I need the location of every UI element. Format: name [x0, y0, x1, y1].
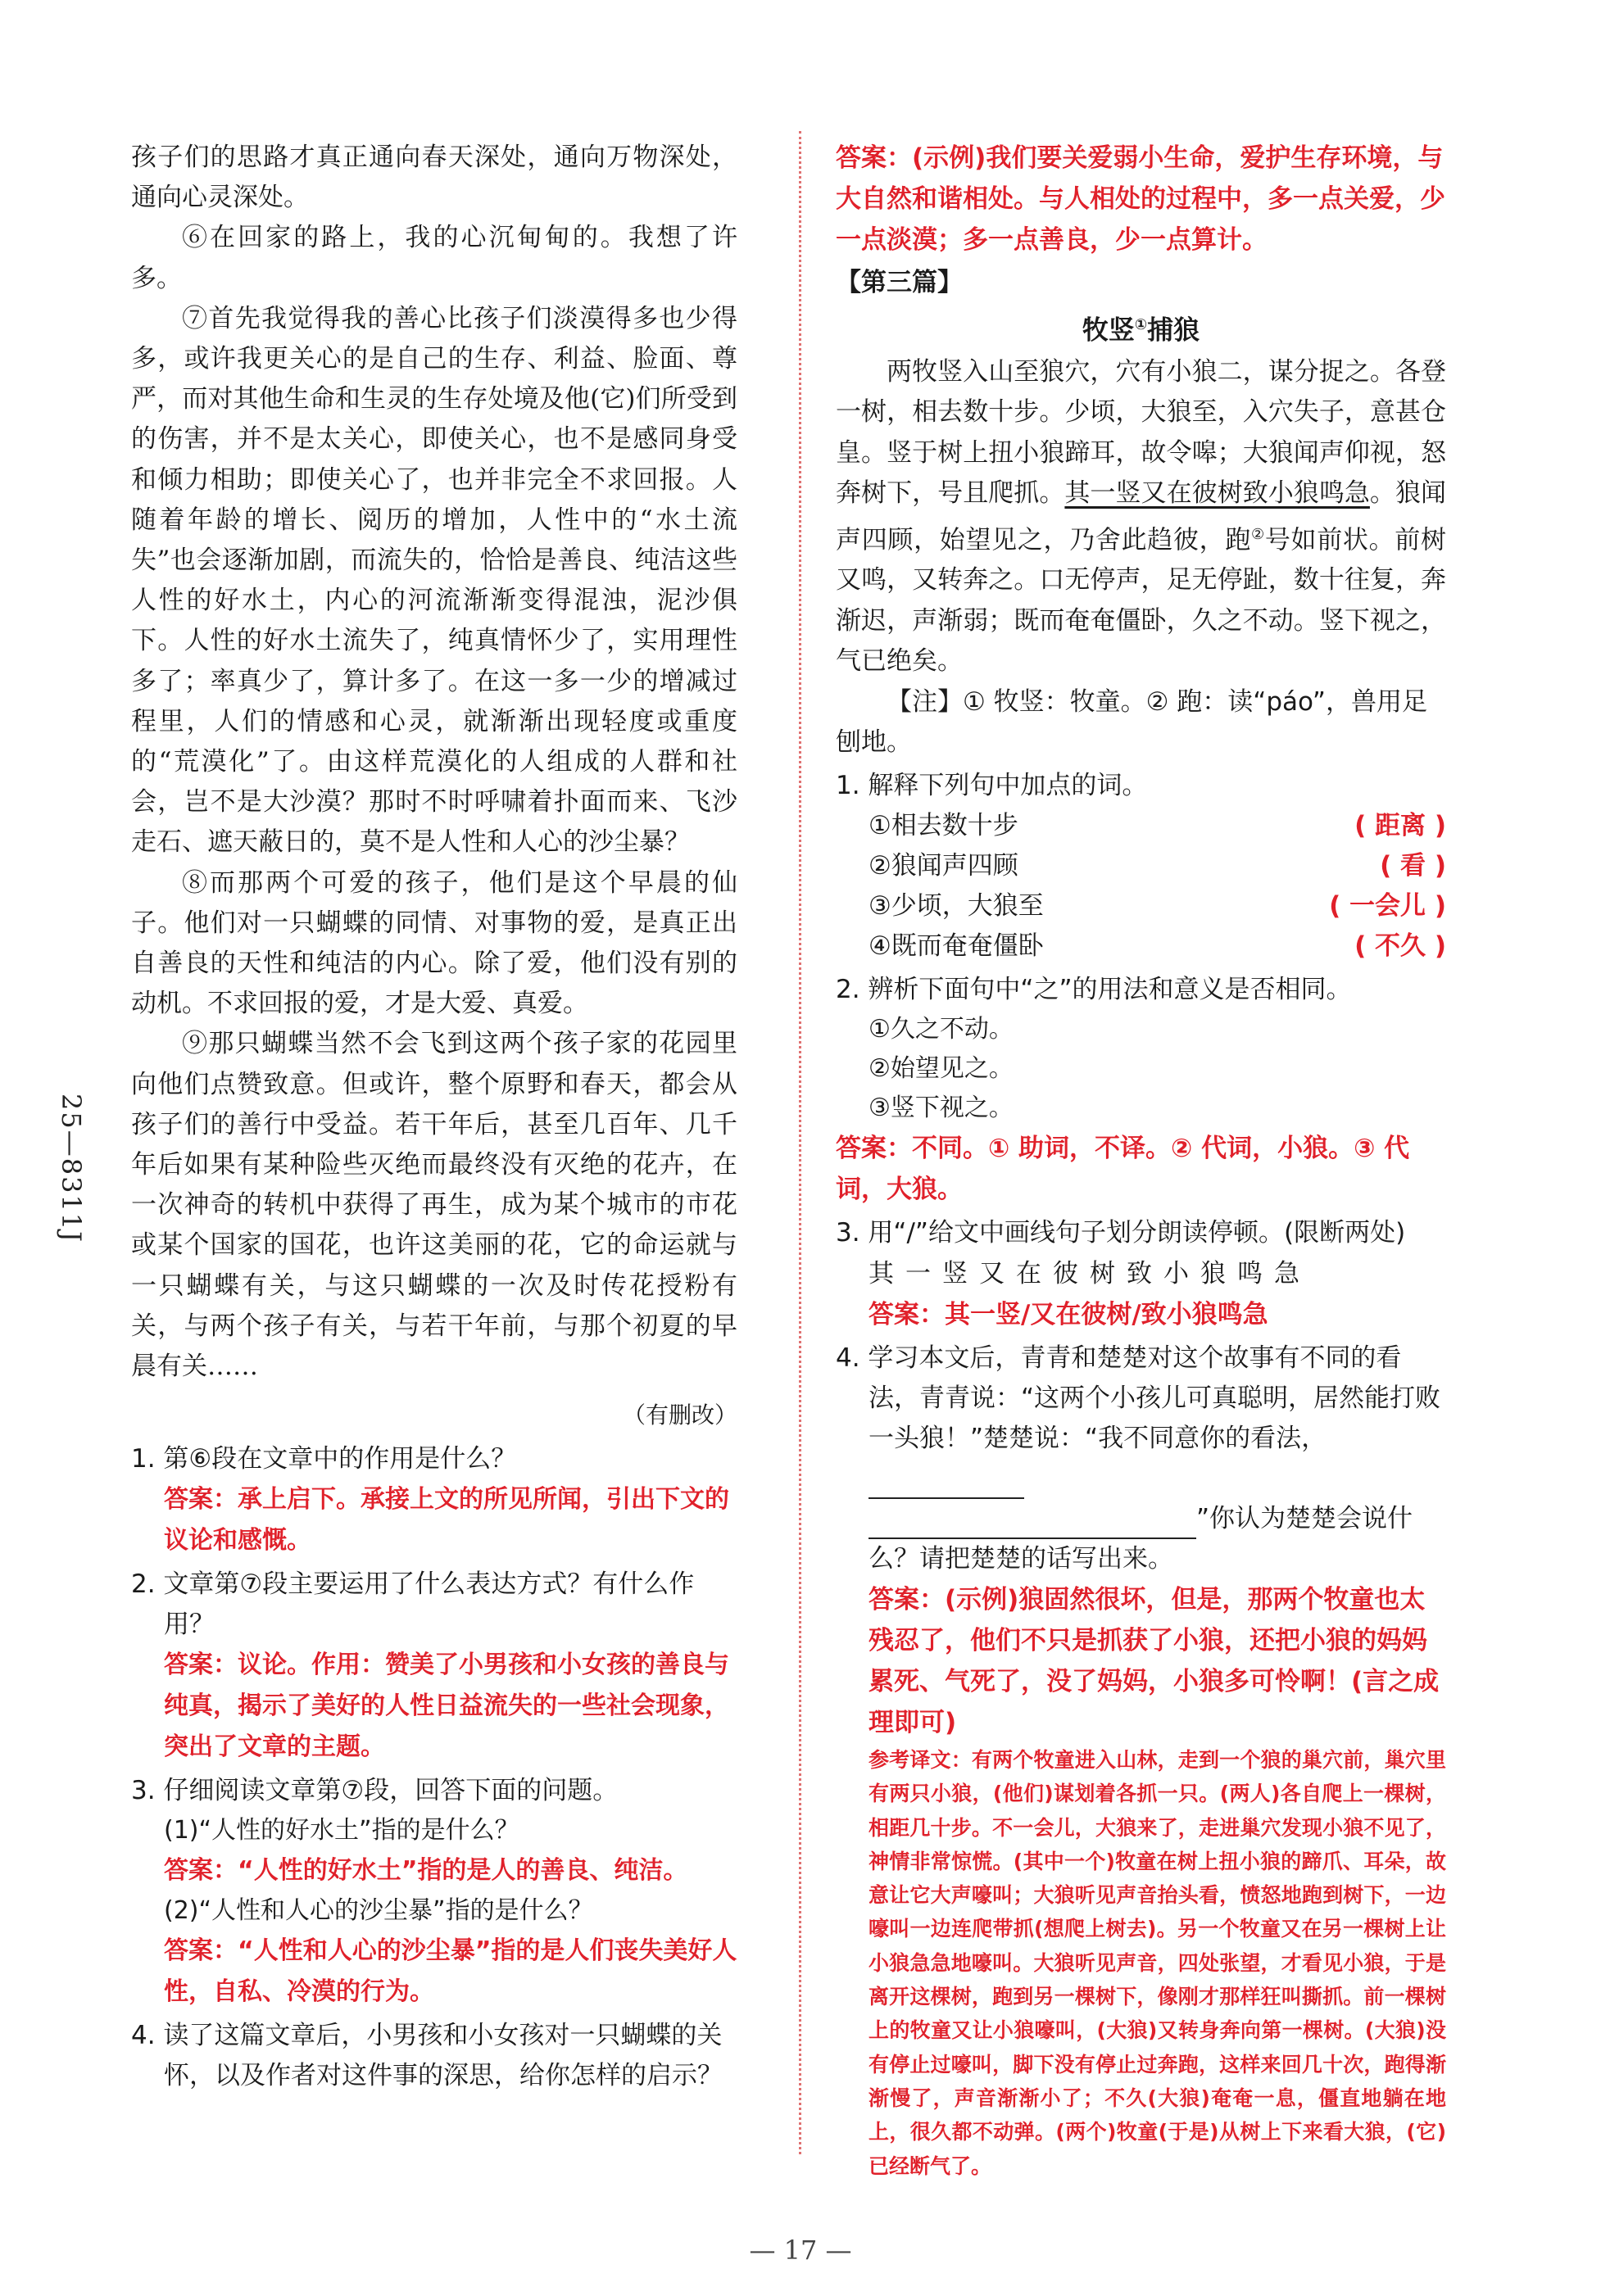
question-2: 2. 文章第⑦段主要运用了什么表达方式？有什么作用？	[131, 1569, 695, 1640]
page-number: — 17 —	[749, 2235, 852, 2266]
question-r4-text-a: 4. 学习本文后，青青和楚楚对这个故事有不同的看法，青青说：“这两个小孩儿可真聪明，居然能打败一头狼！”楚楚说：“我不同意你的看法，	[836, 1343, 1441, 1453]
question-r1: 1. 解释下列句中加点的词。	[836, 770, 1148, 800]
title-text: 牧竖	[1082, 314, 1135, 346]
list-item	[836, 846, 1446, 886]
paragraph-6: ⑥在回家的路上，我的心沉甸甸的。我想了许多。	[131, 223, 737, 293]
item-answer: ( 一会儿 )	[1329, 890, 1446, 921]
side-code: 25—8311J	[56, 1094, 87, 1243]
paragraph-8: ⑧而那两个可爱的孩子，他们是这个早晨的仙子。他们对一只蝴蝶的同情、对事物的爱，是真正出自善良的天性和纯洁的内心。除了爱，他们没有别的动机。不求回报的爱，才是大爱、真爱。	[131, 867, 737, 1019]
list-item	[836, 926, 1446, 967]
classical-text-part-a: 两牧竖入山至狼穴，穴有小狼二，谋分捉之。各登一树，相去数十步。少顷，大狼至，入穴失子，意甚仓皇。竖于树上扭小狼蹄耳，故令嗥；大狼闻声仰视，怒奔树下，号且爬抓。	[836, 356, 1446, 509]
list-item: ③竖下视之。	[869, 1093, 1014, 1122]
paragraph-continuation: 孩子们的思路才真正通向春天深处，通向万物深处，通向心灵深处。	[131, 143, 737, 213]
question-r2: 2. 辨析下面句中“之”的用法和意义是否相同。	[836, 974, 1352, 1004]
classical-text-part-c: 号如前状。前树又鸣，又转奔之。口无停声，足无停趾，数十往复，奔渐迟，声渐弱；既而奄奄僵卧，久之不动。竖下视之，气已绝矣。	[836, 524, 1446, 677]
underlined-sentence: 其一竖又在彼树致小狼鸣急	[1064, 478, 1370, 509]
classical-text-part-b: 。狼闻声四顾，始望见之，乃舍此趋彼，跑	[836, 478, 1447, 555]
item-text: ①相去数十步	[869, 810, 1018, 840]
classical-text	[836, 352, 1446, 682]
item-answer: ( 看 )	[1380, 850, 1446, 881]
answer-r3: 答案：其一竖/又在彼树/致小狼鸣急	[869, 1299, 1268, 1329]
item-text: ③少顷，大狼至	[869, 890, 1044, 921]
answer-blank-2[interactable]	[869, 1511, 1196, 1539]
question-1: 1. 第⑥段在文章中的作用是什么？	[131, 1444, 517, 1474]
item-text: ②狼闻声四顾	[869, 850, 1018, 881]
column-divider	[799, 131, 801, 2154]
pause-sentence: 其一竖又在彼树致小狼鸣急	[869, 1258, 1311, 1288]
list-item	[836, 806, 1446, 846]
item-answer: ( 不久 )	[1354, 931, 1446, 961]
question-3: 3. 仔细阅读文章第⑦段，回答下面的问题。	[131, 1776, 619, 1806]
paragraph-9: ⑨那只蝴蝶当然不会飞到这两个孩子家的花园里向他们点赞致意。但或许，整个原野和春天，都会从孩子们的善行中受益。若干年后，甚至几百年、几千年后如果有某种险些灭绝而最终没有灭绝的花卉，在一次神奇的转机中获得了再生，成为某个城市的市花或某个国家的国花，也许这美丽的花，它的命运就与一只蝴蝶有关，与这只蝴蝶的一次及时传花授粉有关，与两个孩子有关，与若干年前，与那个初夏的早晨有关……	[131, 1029, 737, 1382]
right-column	[836, 138, 1446, 2183]
answer-4: 答案：(示例)我们要关爱弱小生命，爱护生存环境，与大自然和谐相处。与人相处的过程中，多一点关爱，少一点淡漠；多一点善良，少一点算计。	[836, 143, 1445, 255]
left-column	[131, 138, 737, 2096]
answer-1: 答案：承上启下。承接上文的所见所闻，引出下文的议论和感慨。	[164, 1485, 729, 1556]
question-3-part-1: (1)“人性的好水土”指的是什么？	[164, 1816, 519, 1845]
answer-r4: 答案：(示例)狼固然很坏，但是，那两个牧童也太残忍了，他们不只是抓获了小狼，还把小狼的妈妈累死、气死了，没了妈妈，小狼多可怜啊！(言之成理即可)	[869, 1584, 1440, 1737]
source-credit: （有删改）	[622, 1402, 737, 1429]
paragraph-7: ⑦首先我觉得我的善心比孩子们淡漠得多也少得多，或许我更关心的是自己的生存、利益、脸面、尊严，而对其他生命和生灵的生存处境及他(它)们所受到的伤害，并不是太关心，即使关心，也不是感同身受和倾力相助；即使关心了，也并非完全不求回报。人随着年龄的增长、阅历的增加，人性中的“水土流失”也会逐渐加剧，而流失的，恰恰是善良、纯洁这些人性的好水土，内心的河流渐渐变得混浊，泥沙俱下。人性的好水土流失了，纯真情怀少了，实用理性多了；率真少了，算计多了。在这一多一少的增减过程里，人们的情感和心灵，就渐渐出现轻度或重度的“荒漠化”了。由这样荒漠化的人组成的人群和社会，岂不是大沙漠？那时不时呼啸着扑面而来、飞沙走石、遮天蔽日的，莫不是人性和人心的沙尘暴？	[131, 303, 737, 858]
list-item: ②始望见之。	[869, 1053, 1014, 1083]
footnote-mark-2: ②	[1251, 525, 1265, 543]
answer-2: 答案：议论。作用：赞美了小男孩和小女孩的善良与纯真，揭示了美好的人性日益流失的一些社会现象，突出了文章的主题。	[164, 1651, 729, 1762]
answer-3-part-2: 答案：“人性和人心的沙尘暴”指的是人们丧失美好人性，自私、冷漠的行为。	[164, 1936, 737, 2007]
list-item	[836, 886, 1446, 926]
reference-translation: 参考译文：有两个牧童进入山林，走到一个狼的巢穴前，巢穴里有两只小狼，(他们)谋划着各抓一只。(两人)各自爬上一棵树，相距几十步。不一会儿，大狼来了，走进巢穴发现小狼不见了，神情非常惊慌。(其中一个)牧童在树上扭小狼的蹄爪、耳朵，故意让它大声嚎叫；大狼听见声音抬头看，愤怒地跑到树下，一边嚎叫一边连爬带抓(想爬上树去)。另一个牧童又在另一棵树上让小狼急急地嚎叫。大狼听见声音，四处张望，才看见小狼，于是离开这棵树，跑到另一棵树下，像刚才那样狂叫撕抓。前一棵树上的牧童又让小狼嚎叫，(大狼)又转身奔向第一棵树。(大狼)没有停止过嚎叫，脚下没有停止过奔跑，这样来回几十次，跑得渐渐慢了，声音渐渐小了；不久(大狼)奄奄一息，僵直地躺在地上，很久都不动弹。(两个)牧童(于是)从树上下来看大狼，(它)已经断气了。	[869, 1747, 1446, 2178]
list-item: ①久之不动。	[869, 1014, 1014, 1044]
article-title	[836, 303, 1446, 352]
item-answer: ( 距离 )	[1354, 810, 1446, 840]
title-footnote-mark: ①	[1134, 316, 1148, 333]
item-text: ④既而奄奄僵卧	[869, 931, 1044, 961]
annotation-note: 【注】① 牧竖：牧童。② 跑：读“páo”，兽用足刨地。	[836, 686, 1427, 757]
answer-3-part-1: 答案：“人性的好水土”指的是人的善良、纯洁。	[164, 1856, 688, 1886]
question-3-part-2: (2)“人性和人心的沙尘暴”指的是什么？	[164, 1896, 593, 1926]
question-4: 4. 读了这篇文章后，小男孩和小女孩对一只蝴蝶的关怀，以及作者对这件事的深思，给你怎样的启示？	[131, 2021, 723, 2091]
question-r3: 3. 用“/”给文中画线句子划分朗读停顿。(限断两处)	[836, 1217, 1406, 1248]
section-heading: 【第三篇】	[836, 268, 963, 297]
title-text-end: 捕狼	[1147, 314, 1200, 346]
answer-blank[interactable]	[869, 1471, 1024, 1499]
question-r4	[836, 1338, 1446, 1579]
question-r4-text-b: ”你认为楚楚会说什么？请把楚楚的话写出来。	[869, 1503, 1413, 1574]
answer-r2: 答案：不同。① 助词，不译。② 代词，小狼。③ 代词，大狼。	[836, 1133, 1410, 1204]
